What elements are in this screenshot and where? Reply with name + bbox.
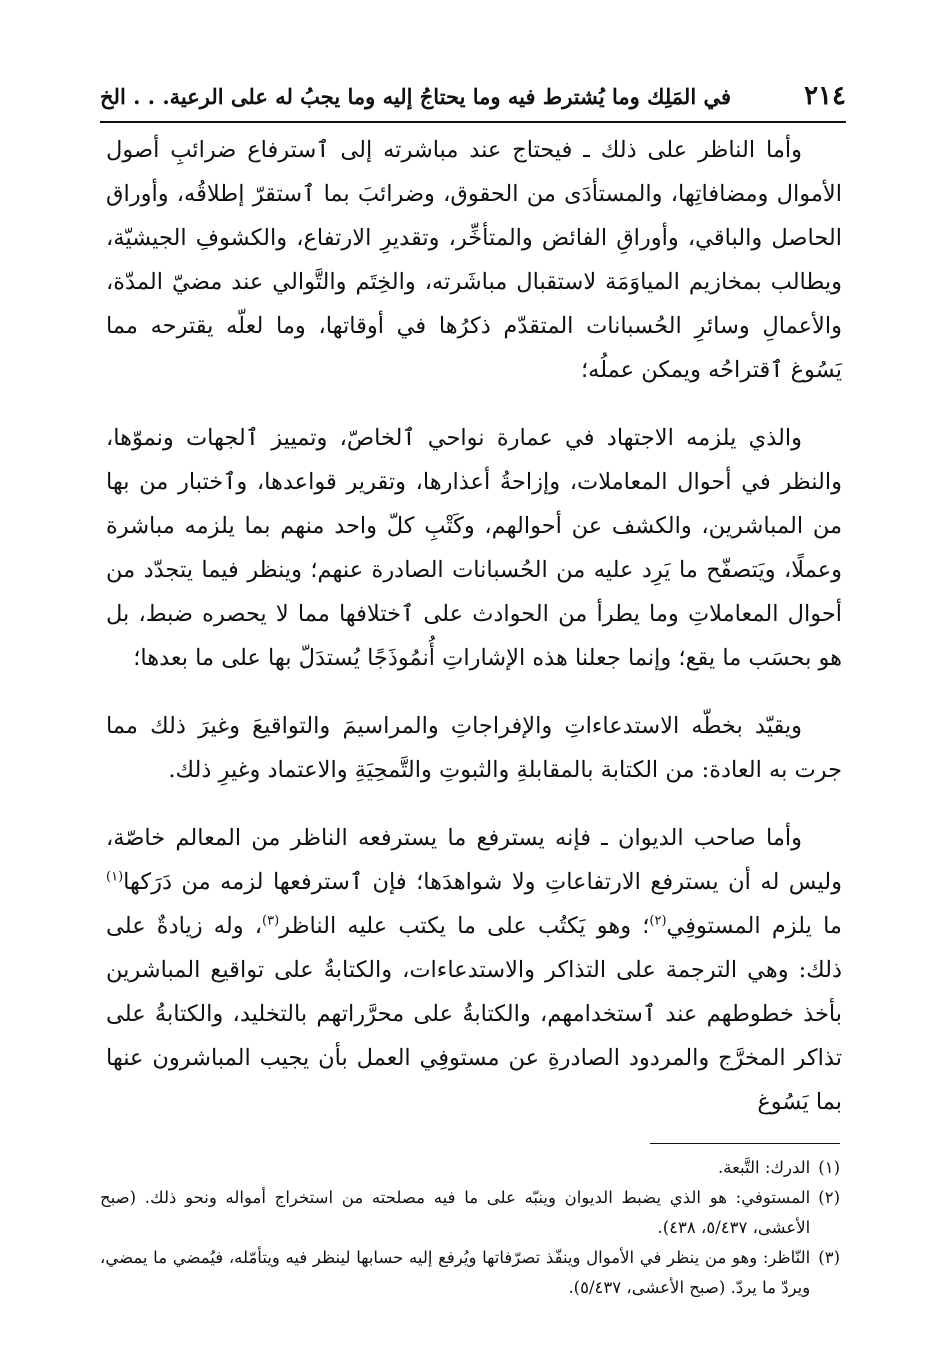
footnote-text: النّاظر: وهو من ينظر في الأموال وينفّذ تصرّفاتها ويُرفع إليه حسابها لينظر فيه ويتأمّله، فيُمضي ما يمضي، ويردّ ما يردّ. (صبح الأعشى، ٥/٤٣٧). <box>100 1248 811 1297</box>
footnotes <box>100 1153 840 1303</box>
paragraph-text: وأما صاحب الديوان ـ فإنه يسترفع ما يسترفعه الناظر من المعالم خاصّة، وليس له أن يسترفع الارتفاعاتِ ولا شواهدَها؛ فإن ٱسترفعها لزمه من دَرَكها <box>106 825 842 895</box>
footnote-2 <box>100 1183 840 1243</box>
footnote-ref-1[interactable]: (١) <box>106 869 124 885</box>
footnote-3 <box>100 1243 840 1303</box>
page-number: ٢١٤ <box>804 81 846 111</box>
paragraph-text: ما يلزم المستوفِي <box>666 913 842 939</box>
page-header <box>100 76 846 116</box>
paragraph: ويقيّد بخطّه الاستدعاءاتِ والإفراجاتِ والمراسيمَ والتواقيعَ وغيرَ ذلك مما جرت به العادة: من الكتابة بالمقابلةِ والثبوتِ والتَّمحِيَةِ والاعتماد وغيرِ ذلك. <box>106 713 842 783</box>
footnote-ref-2[interactable]: (٢) <box>649 913 667 929</box>
footnote-number: (٢) <box>818 1188 840 1207</box>
footnote-number: (١) <box>818 1158 840 1177</box>
footnote-number: (٣) <box>818 1248 840 1267</box>
footnote-text: المستوفي: هو الذي يضبط الديوان وينبّه على ما فيه مصلحته من استخراج أمواله ونحو ذلك. (صبح الأعشى، ٥/٤٣٧، ٤٣٨). <box>100 1188 811 1237</box>
footnote-divider <box>650 1143 840 1144</box>
footnote-1 <box>100 1153 840 1183</box>
body-text <box>106 128 842 1148</box>
paragraph: وأما الناظر على ذلك ـ فيحتاج عند مباشرته إلى ٱسترفاع ضرائبِ أصول الأموال ومضافاتِها، والمستأدَى من الحقوق، وضرائبَ بما ٱستقرّ إطلاقُه، وأوراق الحاصل والباقي، وأوراقِ الفائض والمتأخِّر، وتقديرِ الارتفاع، والكشوفِ الجيشيّة، ويطالب بمخازيم المياوَمَة لاستقبال مباشَرته، والخِتَم والتَّوالي عند مضيّ المدّة، والأعمالِ وسائرِ الحُسبانات المتقدّم ذكرُها في أوقاتها، وما لعلّه يقترحه مما يَسُوغ ٱقتراحُه ويمكن عملُه؛ <box>106 137 842 383</box>
running-title: في المَلِك وما يُشترط فيه وما يحتاجُ إليه وما يجبُ له على الرعية. . . الخ <box>100 83 732 109</box>
footnote-ref-3[interactable]: (٣) <box>262 913 280 929</box>
header-divider <box>100 121 846 123</box>
paragraph-sahib-al-diwan <box>106 816 842 1124</box>
paragraph-text: ، وله زيادةٌ على ذلك: وهي الترجمة على التذاكر والاستدعاءات، والكتابةُ على تواقيع المباشرين بأخذ خطوطهم عند ٱستخدامهم، والكتابةُ على محرَّراتهم بالتخليد، والكتابةُ على تذاكر المخرَّج والمردود الصادرةِ عن مستوفِي العمل بأن يجيب المباشرون عنها بما يَسُوغ <box>106 913 842 1115</box>
paragraph: والذي يلزمه الاجتهاد في عمارة نواحي ٱلخاصّ، وتمييز ٱلجهات ونموّها، والنظر في أحوال المعاملات، وإزاحةُ أعذارها، وتقرير قواعدها، وٱختبار من بها من المباشرين، والكشف عن أحوالهم، وكَتْبِ كلّ واحد منهم بما يلزمه مباشرة وعملًا، ويَتصفّح ما يَرِد عليه من الحُسبانات الصادرة عنهم؛ وينظر فيما يتجدّد من أحوال المعاملاتِ وما يطرأ من الحوادث على ٱختلافها مما لا يحصره ضبط، بل هو بحسَب ما يقع؛ وإنما جعلنا هذه الإشاراتِ أُنمُوذَجًا يُستدَلّ بها على ما بعدها؛ <box>106 425 842 671</box>
footnote-text: الدرك: التَّبعة. <box>717 1158 811 1177</box>
paragraph-text: ؛ وهو يَكتُب على ما يكتب عليه الناظر <box>279 913 650 939</box>
